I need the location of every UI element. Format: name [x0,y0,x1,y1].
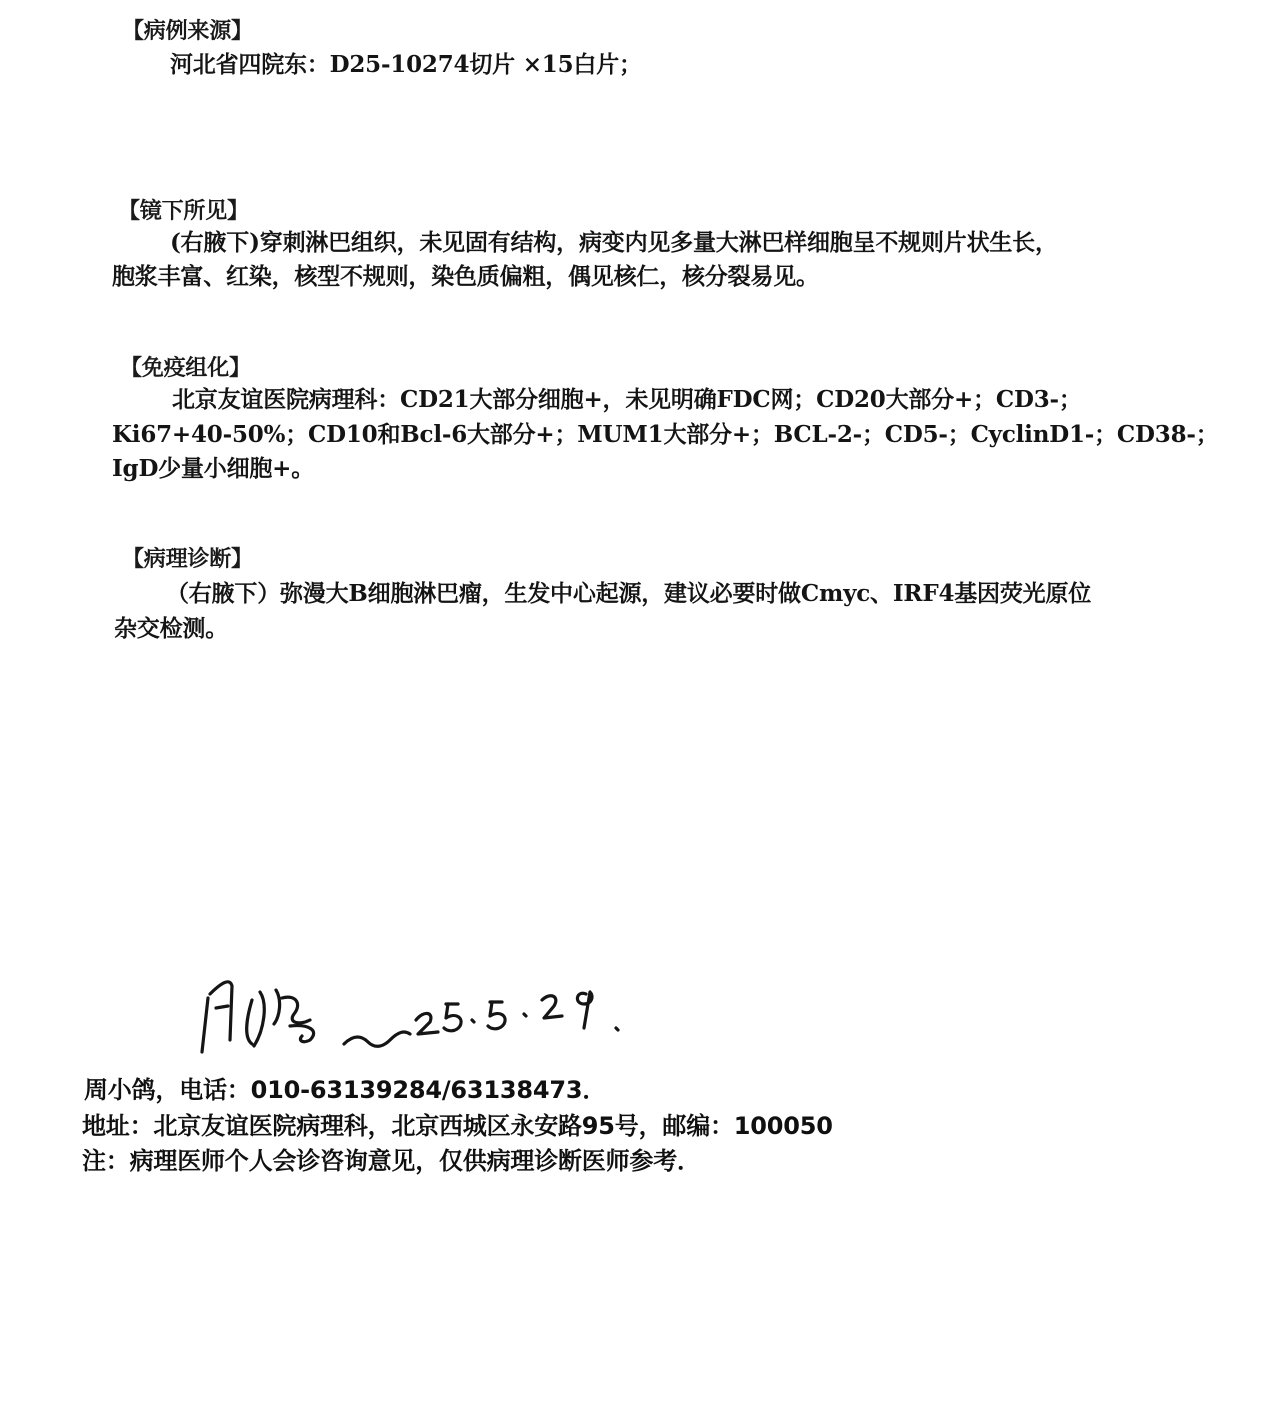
footer-note: 注：病理医师个人会诊咨询意见，仅供病理诊断医师参考． [82,1147,701,1175]
case-source-line: 河北省四院东：D25-10274切片 ×15白片； [170,51,642,78]
section-heading-ihc: 【免疫组化】 [120,355,251,381]
ihc-line-1: 北京友谊医院病理科：CD21大部分细胞+，未见明确FDC网；CD20大部分+；CD3-； [172,386,1082,413]
diagnosis-line-1: （右腋下）弥漫大B细胞淋巴瘤，生发中心起源，建议必要时做Cmyc、IRF4基因荧光原位 [166,580,1092,607]
microscopy-line-1: (右腋下)穿刺淋巴组织，未见固有结构，病变内见多量大淋巴样细胞呈不规则片状生长， [170,229,1058,256]
section-heading-diagnosis: 【病理诊断】 [122,546,253,572]
diagnosis-line-2: 杂交检测。 [114,615,229,642]
microscopy-line-2: 胞浆丰富、红染，核型不规则，染色质偏粗，偶见核仁，核分裂易见。 [112,263,819,290]
ihc-line-2: Ki67+40-50%；CD10和Bcl-6大部分+；MUM1大部分+；BCL-2-；CD5-；CyclinD1-；CD38-； [112,421,1219,448]
handwritten-signature [190,960,640,1060]
section-heading-case-source: 【病例来源】 [122,18,253,44]
ihc-line-3: IgD少量小细胞+。 [112,455,315,482]
footer-contact: 周小鸽，电话：010-63139284/63138473． [84,1076,607,1104]
footer-address: 地址：北京友谊医院病理科，北京西城区永安路95号，邮编：100050 [82,1112,833,1140]
section-heading-microscopy: 【镜下所见】 [118,198,249,224]
